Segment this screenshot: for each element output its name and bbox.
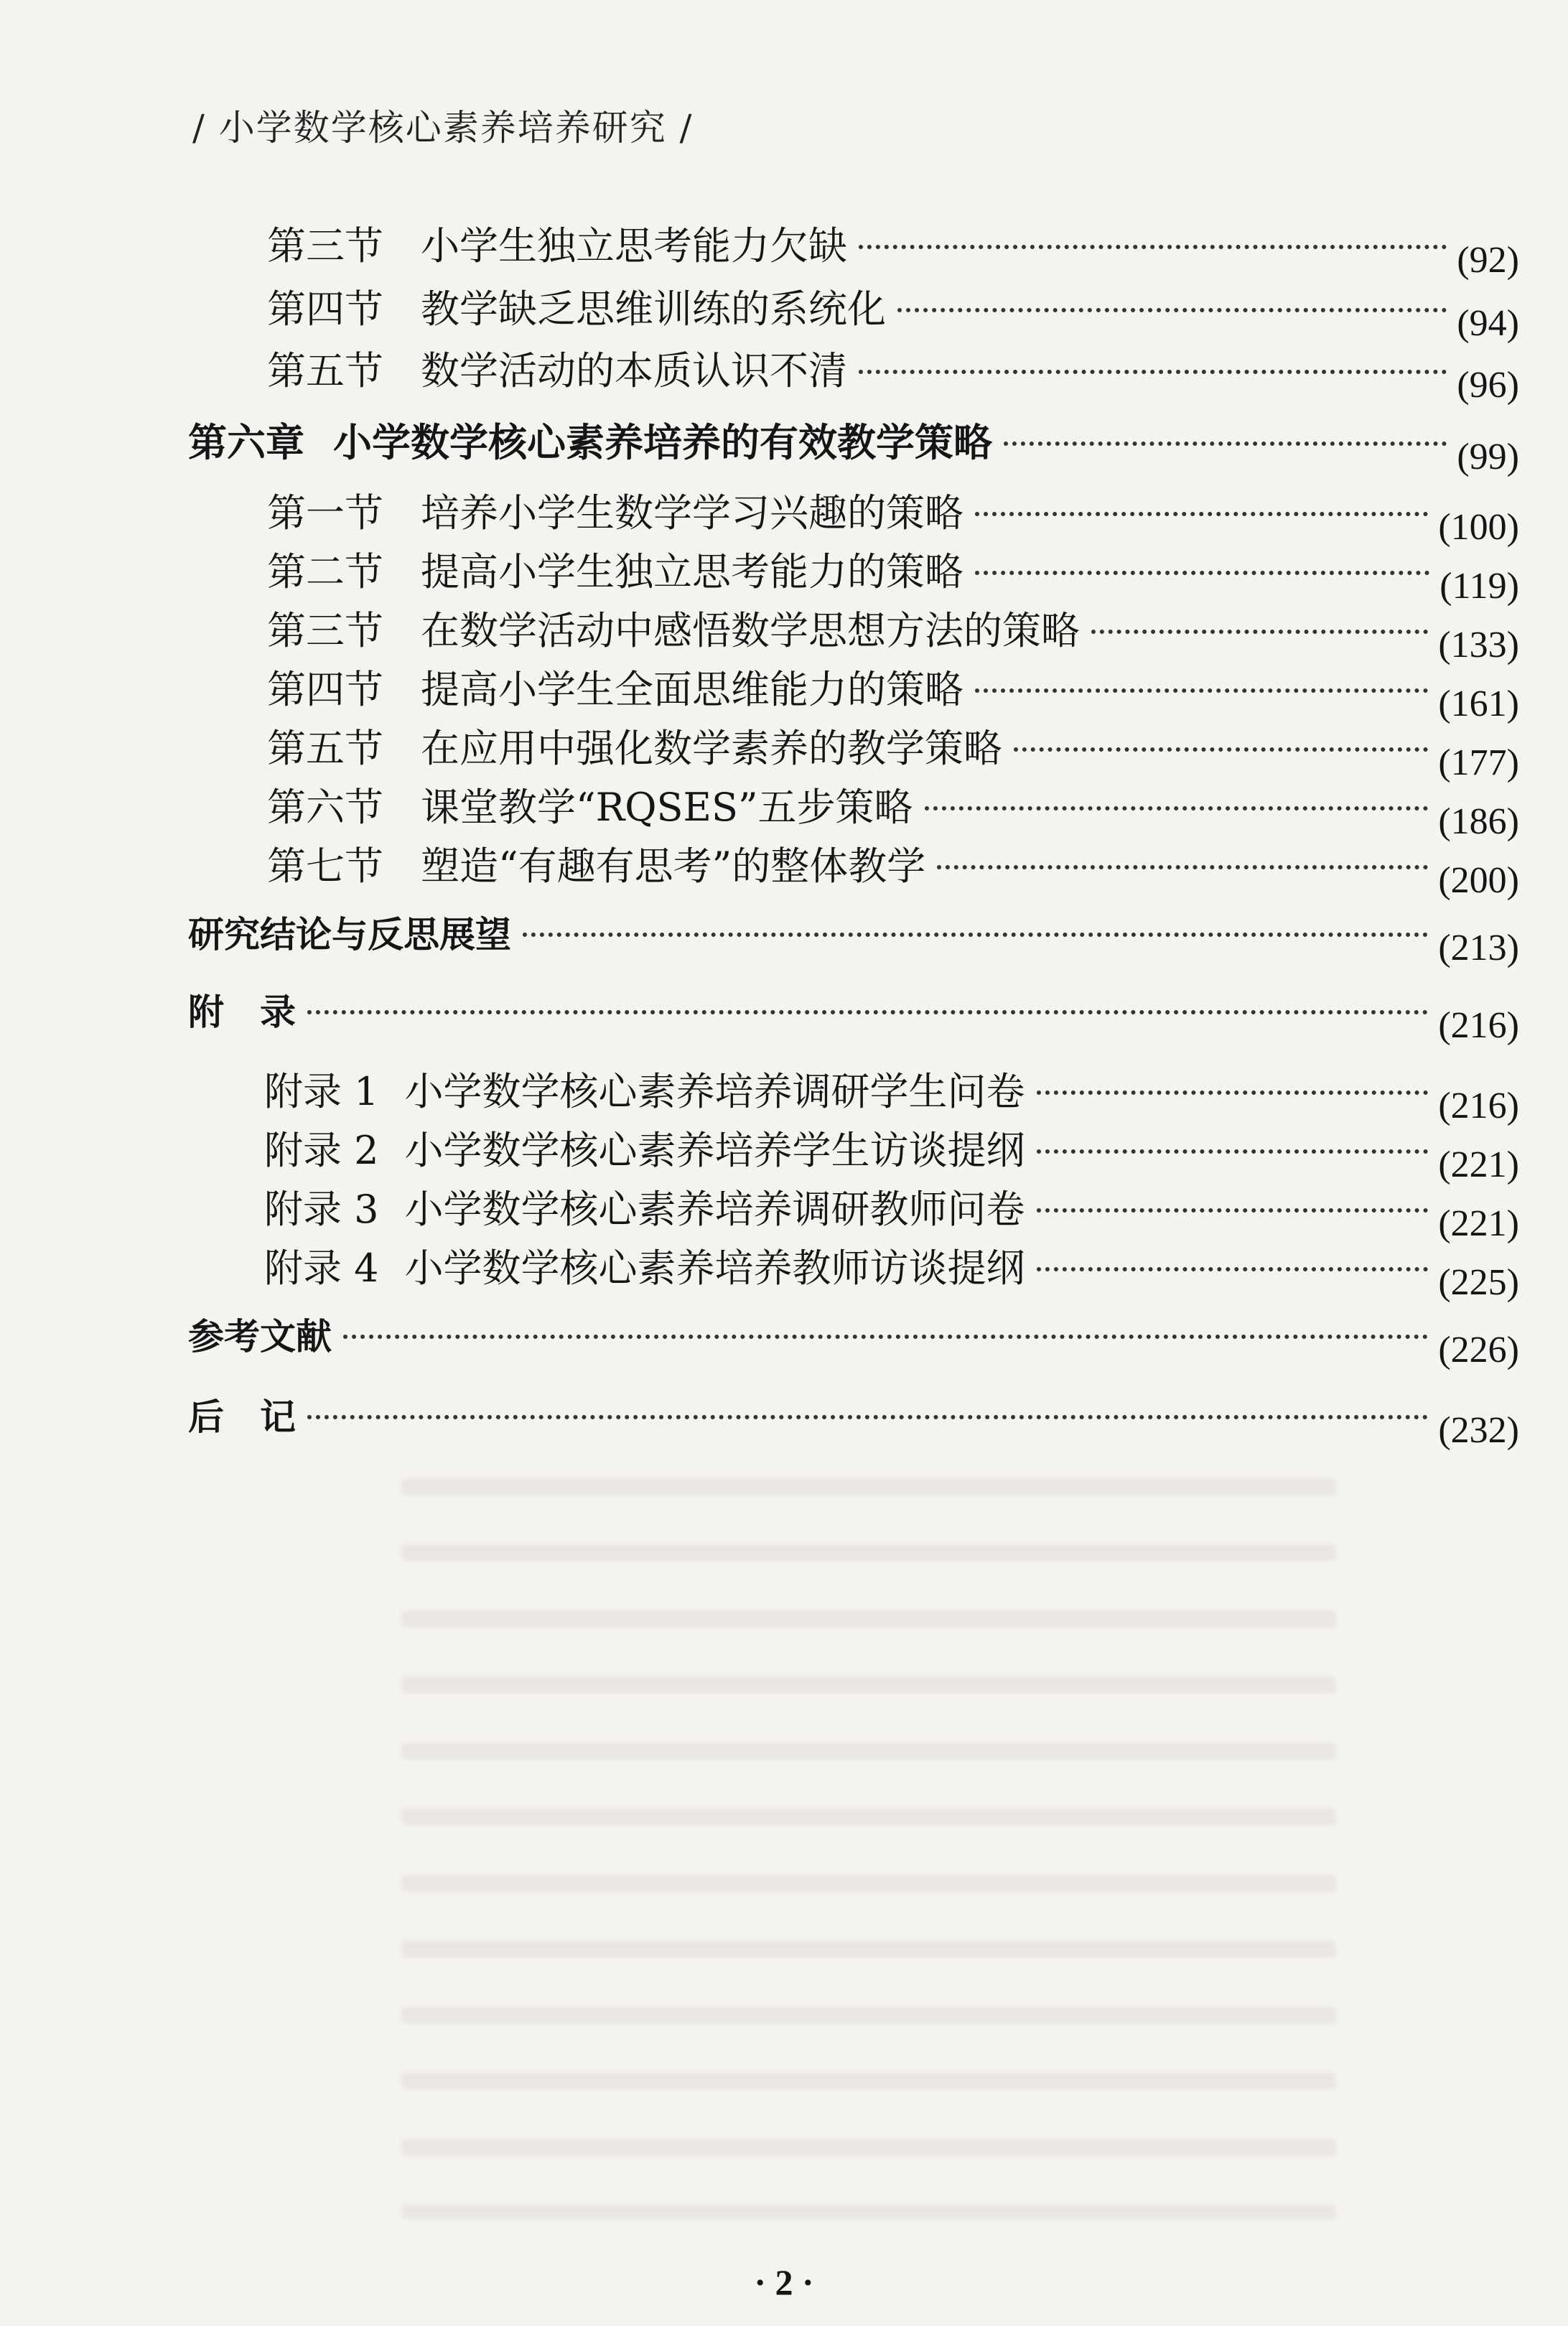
toc-entry-ch6-s5[interactable] <box>267 718 1519 783</box>
dot-leader <box>1004 442 1447 446</box>
toc-entry-ch5-s3[interactable] <box>267 215 1519 281</box>
dot-leader <box>859 245 1447 249</box>
dot-leader <box>1037 1208 1429 1213</box>
bleed-through-texture <box>402 1429 1335 2218</box>
entry-page: (226) <box>1438 1330 1519 1370</box>
entry-title: 提高小学生全面思维能力的策略 <box>421 667 963 712</box>
entry-page: (221) <box>1438 1144 1519 1185</box>
dot-leader <box>897 308 1447 312</box>
entry-number: 第一节 <box>267 490 383 536</box>
dot-leader <box>975 512 1428 516</box>
entry-number: 第六节 <box>267 785 383 830</box>
toc-entry-conclusion[interactable] <box>188 906 1519 968</box>
entry-page: (200) <box>1438 860 1519 901</box>
toc-entry-ch6[interactable] <box>188 412 1519 477</box>
toc-entry-appendix-4[interactable] <box>264 1238 1519 1303</box>
entry-title: 小学数学核心素养培养的有效教学策略 <box>333 419 992 465</box>
entry-number: 第五节 <box>267 726 383 771</box>
dot-leader <box>859 370 1447 374</box>
entry-number: 第三节 <box>267 223 383 268</box>
toc-entry-ch6-s2[interactable] <box>267 541 1519 607</box>
entry-number: 第四节 <box>267 667 383 712</box>
entry-page: (92) <box>1457 240 1519 281</box>
entry-page: (221) <box>1438 1203 1519 1244</box>
entry-title: 在应用中强化数学素养的教学策略 <box>421 726 1002 771</box>
dot-leader <box>1091 630 1428 634</box>
entry-title: 参考文献 <box>188 1315 332 1358</box>
entry-title: 研究结论与反思展望 <box>188 913 511 956</box>
entry-number: 第七节 <box>267 844 383 889</box>
entry-number: 第六章 <box>188 419 304 465</box>
entry-page: (216) <box>1438 1085 1519 1126</box>
dot-leader <box>975 688 1428 693</box>
entry-title: 在数学活动中感悟数学思想方法的策略 <box>421 608 1080 653</box>
dot-leader <box>307 1415 1428 1419</box>
dot-leader <box>1037 1090 1429 1095</box>
entry-title: 培养小学生数学学习兴趣的策略 <box>421 490 963 536</box>
dot-leader <box>1037 1149 1429 1154</box>
entry-number: 第三节 <box>267 608 383 653</box>
entry-page: (161) <box>1438 683 1519 724</box>
entry-page: (133) <box>1438 625 1519 665</box>
entry-page: (232) <box>1438 1410 1519 1451</box>
dot-leader <box>343 1335 1428 1339</box>
entry-page: (225) <box>1438 1262 1519 1303</box>
toc-entry-afterword[interactable] <box>188 1388 1519 1451</box>
entry-title: 小学数学核心素养培养调研学生问卷 <box>404 1069 1025 1114</box>
entry-number: 附录 3 <box>264 1187 379 1232</box>
dot-leader <box>1014 747 1428 752</box>
entry-page: (177) <box>1438 742 1519 783</box>
dot-leader <box>937 865 1428 869</box>
entry-page: (96) <box>1457 365 1519 406</box>
entry-title: 塑造“有趣有思考”的整体教学 <box>421 844 926 889</box>
entry-title: 课堂教学“RQSES”五步策略 <box>421 785 913 830</box>
entry-page: (186) <box>1438 801 1519 842</box>
entry-title: 小学数学核心素养培养学生访谈提纲 <box>404 1128 1025 1173</box>
entry-title: 附 录 <box>188 991 296 1033</box>
entry-title: 教学缺乏思维训练的系统化 <box>421 286 886 332</box>
entry-title: 后 记 <box>188 1396 296 1438</box>
toc-entry-references[interactable] <box>188 1308 1519 1370</box>
entry-page: (100) <box>1438 507 1519 548</box>
entry-page: (216) <box>1438 1005 1519 1046</box>
toc-entry-ch6-s6[interactable] <box>267 777 1519 842</box>
entry-title: 数学活动的本质认识不清 <box>421 348 847 393</box>
toc-entry-ch6-s4[interactable] <box>267 659 1519 724</box>
toc-entry-appendix-3[interactable] <box>264 1179 1519 1244</box>
entry-page: (119) <box>1439 566 1519 607</box>
toc-entry-ch6-s1[interactable] <box>267 482 1519 548</box>
dot-leader <box>523 933 1428 937</box>
entry-number: 附录 4 <box>264 1246 379 1291</box>
entry-title: 小学数学核心素养培养调研教师问卷 <box>404 1187 1025 1232</box>
entry-number: 附录 2 <box>264 1128 379 1173</box>
entry-title: 小学数学核心素养培养教师访谈提纲 <box>404 1246 1025 1291</box>
entry-number: 第四节 <box>267 286 383 332</box>
toc-entry-ch5-s5[interactable] <box>267 340 1519 406</box>
entry-page: (213) <box>1438 928 1519 968</box>
dot-leader <box>307 1010 1428 1014</box>
entry-number: 第二节 <box>267 549 383 594</box>
toc-entry-ch6-s3[interactable] <box>267 600 1519 665</box>
dot-leader <box>975 571 1429 575</box>
toc-entry-appendix-2[interactable] <box>264 1120 1519 1185</box>
toc-entry-ch5-s4[interactable] <box>267 279 1519 344</box>
entry-number: 第五节 <box>267 348 383 393</box>
page-number: · 2 · <box>754 2262 814 2302</box>
entry-number: 附录 1 <box>264 1069 379 1114</box>
dot-leader <box>1037 1267 1429 1271</box>
entry-title: 小学生独立思考能力欠缺 <box>421 223 847 268</box>
entry-page: (99) <box>1457 436 1519 477</box>
entry-title: 提高小学生独立思考能力的策略 <box>421 549 963 594</box>
toc-entry-appendix[interactable] <box>188 984 1519 1046</box>
toc-entry-ch6-s7[interactable] <box>267 836 1519 901</box>
entry-page: (94) <box>1457 303 1519 344</box>
dot-leader <box>925 806 1429 811</box>
toc-entry-appendix-1[interactable] <box>264 1061 1519 1126</box>
running-header: / 小学数学核心素养培养研究 / <box>192 107 694 149</box>
